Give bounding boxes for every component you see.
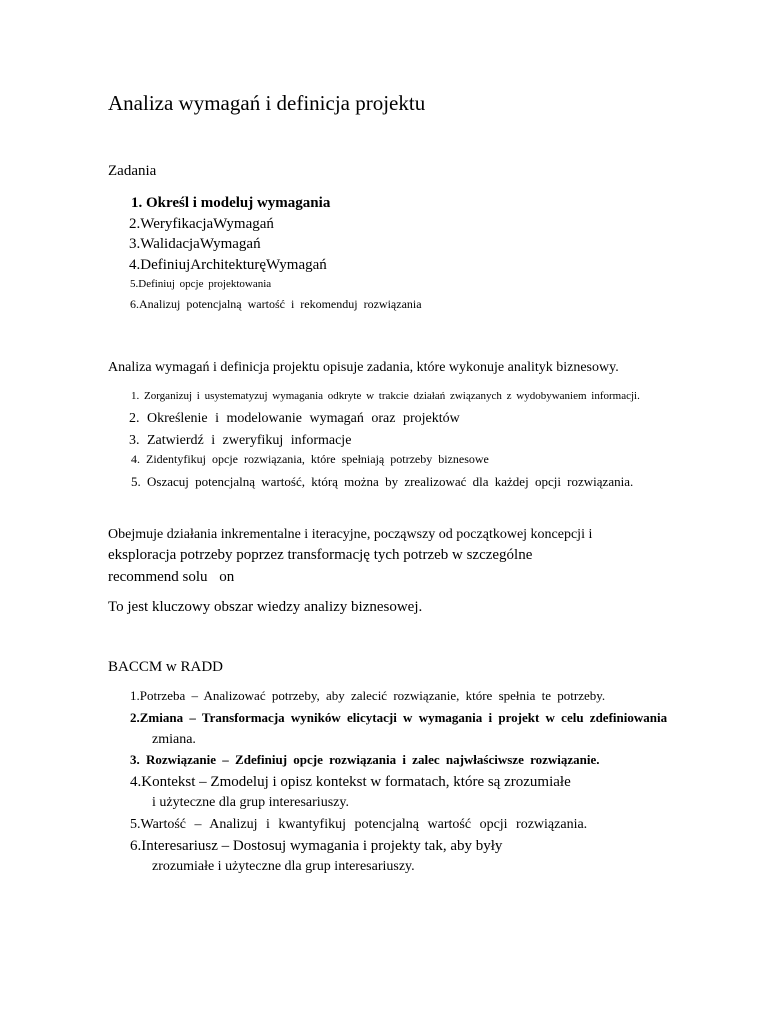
baccm-item-6-line-2: zrozumiałe i użyteczne dla grup interesariuszy. — [152, 859, 415, 874]
step-2: 2. Określenie i modelowanie wymagań oraz projektów — [129, 411, 460, 426]
page-title: Analiza wymagań i definicja projektu — [108, 91, 426, 115]
step-4: 4. Zidentyfikuj opcje rozwiązania, które spełniają potrzeby biznesowe — [131, 452, 489, 466]
paragraph-line-1: Obejmuje działania inkrementalne i iteracyjne, począwszy od początkowej koncepcji i — [108, 527, 593, 542]
step-3: 3. Zatwierdź i zweryfikuj informacje — [129, 433, 352, 448]
zadania-item-1: 1. Określ i modeluj wymagania — [131, 195, 331, 211]
baccm-item-1: 1.Potrzeba – Analizować potrzeby, aby zalecić rozwiązanie, które spełnia te potrzeby. — [130, 688, 606, 703]
paragraph-line-3: recommend solu on — [108, 569, 235, 585]
zadania-item-2: 2.WeryfikacjaWymagań — [129, 216, 274, 232]
baccm-item-2-line-2: zmiana. — [152, 732, 196, 747]
baccm-item-4-line-1: 4.Kontekst – Zmodeluj i opisz kontekst w formatach, które są zrozumiałe — [130, 774, 571, 790]
baccm-item-4-line-2: i użyteczne dla grup interesariuszy. — [152, 795, 349, 810]
step-1: 1. Zorganizuj i usystematyzuj wymagania odkryte w trakcie działań związanych z wydobywaniem informacji. — [131, 390, 640, 402]
intro-text: Analiza wymagań i definicja projektu opisuje zadania, które wykonuje analityk biznesowy. — [108, 360, 619, 375]
baccm-item-2-line-1: 2.Zmiana – Transformacja wyników elicytacji w wymagania i projekt w celu zdefiniowania — [130, 710, 668, 725]
zadania-item-6: 6.Analizuj potencjalną wartość i rekomenduj rozwiązania — [130, 297, 422, 311]
zadania-item-4: 4.DefiniujArchitekturęWymagań — [129, 257, 327, 273]
baccm-item-6-line-1: 6.Interesariusz – Dostosuj wymagania i projekty tak, aby były — [130, 838, 503, 854]
baccm-item-5: 5.Wartość – Analizuj i kwantyfikuj potencjalną wartość opcji rozwiązania. — [130, 817, 588, 832]
paragraph-line-4: To jest kluczowy obszar wiedzy analizy biznesowej. — [108, 599, 423, 615]
baccm-item-3: 3. Rozwiązanie – Zdefiniuj opcje rozwiązania i zalec najwłaściwsze rozwiązanie. — [130, 752, 600, 767]
zadania-item-5: 5.Definiuj opcje projektowania — [130, 278, 272, 290]
zadania-item-3: 3.WalidacjaWymagań — [129, 236, 261, 252]
paragraph-line-2: eksploracja potrzeby poprzez transformację tych potrzeb w szczególne — [108, 547, 533, 563]
step-5: 5. Oszacuj potencjalną wartość, którą można by zrealizować dla każdej opcji rozwiązania. — [131, 474, 634, 489]
zadania-heading: Zadania — [108, 163, 157, 179]
baccm-heading: BACCM w RADD — [108, 659, 224, 675]
